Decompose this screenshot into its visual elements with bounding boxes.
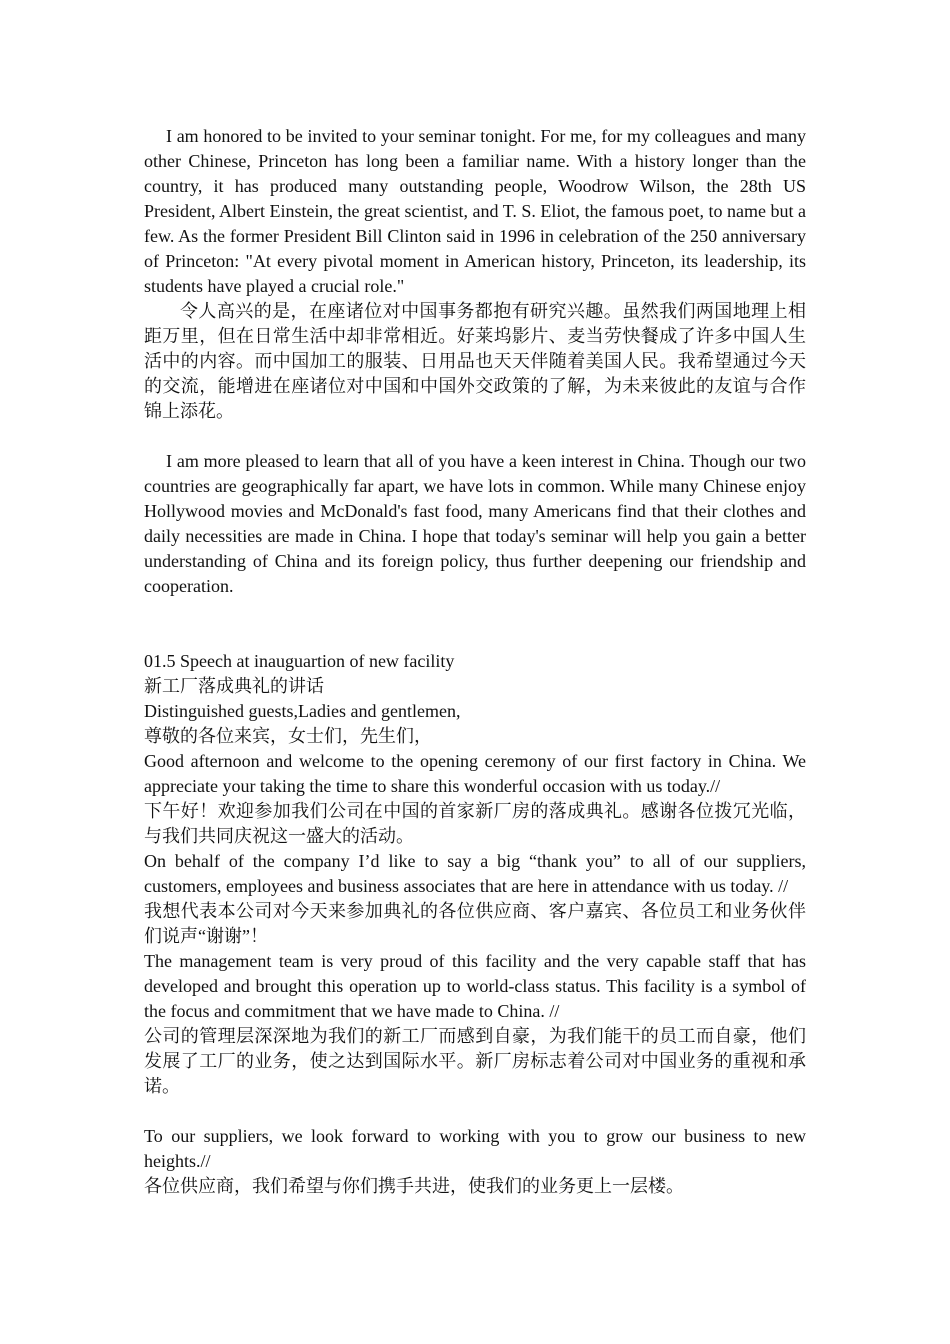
paragraph-welcome-en: Good afternoon and welcome to the opening ceremony of our first factory in China. We appreciate your taking the time to share this wonderful occasion with us today.// — [144, 751, 806, 796]
paragraph-management-cn: 公司的管理层深深地为我们的新工厂而感到自豪，为我们能干的员工而自豪，他们发展了工厂的业务，使之达到国际水平。新厂房标志着公司对中国业务的重视和承诺。 — [144, 1026, 806, 1096]
paragraph-welcome-cn: 下午好！欢迎参加我们公司在中国的首家新厂房的落成典礼。感谢各位拨冗光临，与我们共同庆祝这一盛大的活动。 — [144, 801, 806, 846]
paragraph-thanks-en: On behalf of the company I’d like to say a big “thank you” to all of our suppliers, customers, employees and business associates that are here in attendance with us today. // — [144, 851, 806, 896]
greeting-en: Distinguished guests,Ladies and gentlemen, — [144, 701, 461, 721]
paragraph-suppliers-cn: 各位供应商，我们希望与你们携手共进，使我们的业务更上一层楼。 — [144, 1176, 684, 1196]
paragraph-princeton-en: I am honored to be invited to your seminar tonight. For me, for my colleagues and many other Chinese, Princeton has long been a familiar name. With a history longer than the country, it has produced many outstanding people, Woodrow Wilson, the 28th US President, Albert Einstein, the great scientist, and T. S. Eliot, the famous poet, to name but a few. As the former President Bill Clinton said in 1996 in celebration of the 250 anniversary of Princeton: "At every pivotal moment in American history, Princeton, its leadership, its students have played a crucial role." — [144, 126, 806, 296]
paragraph-suppliers-en: To our suppliers, we look forward to working with you to grow our business to new heights.// — [144, 1126, 806, 1171]
blank-line — [144, 424, 806, 449]
greeting-cn: 尊敬的各位来宾，女士们，先生们， — [144, 726, 432, 746]
blank-line — [144, 1099, 806, 1124]
section-heading-en: 01.5 Speech at inauguartion of new facility — [144, 651, 455, 671]
paragraph-princeton-cn: 令人高兴的是，在座诸位对中国事务都抱有研究兴趣。虽然我们两国地理上相距万里，但在日常生活中却非常相近。好莱坞影片、麦当劳快餐成了许多中国人生活中的内容。而中国加工的服装、日用品也天天伴随着美国人民。我希望通过今天的交流，能增进在座诸位对中国和中国外交政策的了解，为未来彼此的友谊与合作锦上添花。 — [144, 301, 806, 421]
section-heading-cn: 新工厂落成典礼的讲话 — [144, 676, 324, 696]
document-page — [144, 124, 806, 1199]
paragraph-thanks-cn: 我想代表本公司对今天来参加典礼的各位供应商、客户嘉宾、各位员工和业务伙伴们说声“谢谢”！ — [144, 901, 806, 946]
paragraph-seminar-en: I am more pleased to learn that all of you have a keen interest in China. Though our two countries are geographically far apart, we have lots in common. While many Chinese enjoy Hollywood movies and McDonald's fast food, many Americans find that their clothes and daily necessities are made in China. I hope that today's seminar will help you gain a better understanding of China and its foreign policy, thus further deepening our friendship and cooperation. — [144, 451, 806, 596]
paragraph-management-en: The management team is very proud of this facility and the very capable staff that has developed and brought this operation up to world-class status. This facility is a symbol of the focus and commitment that we have made to China. // — [144, 951, 806, 1021]
blank-line — [144, 599, 806, 649]
